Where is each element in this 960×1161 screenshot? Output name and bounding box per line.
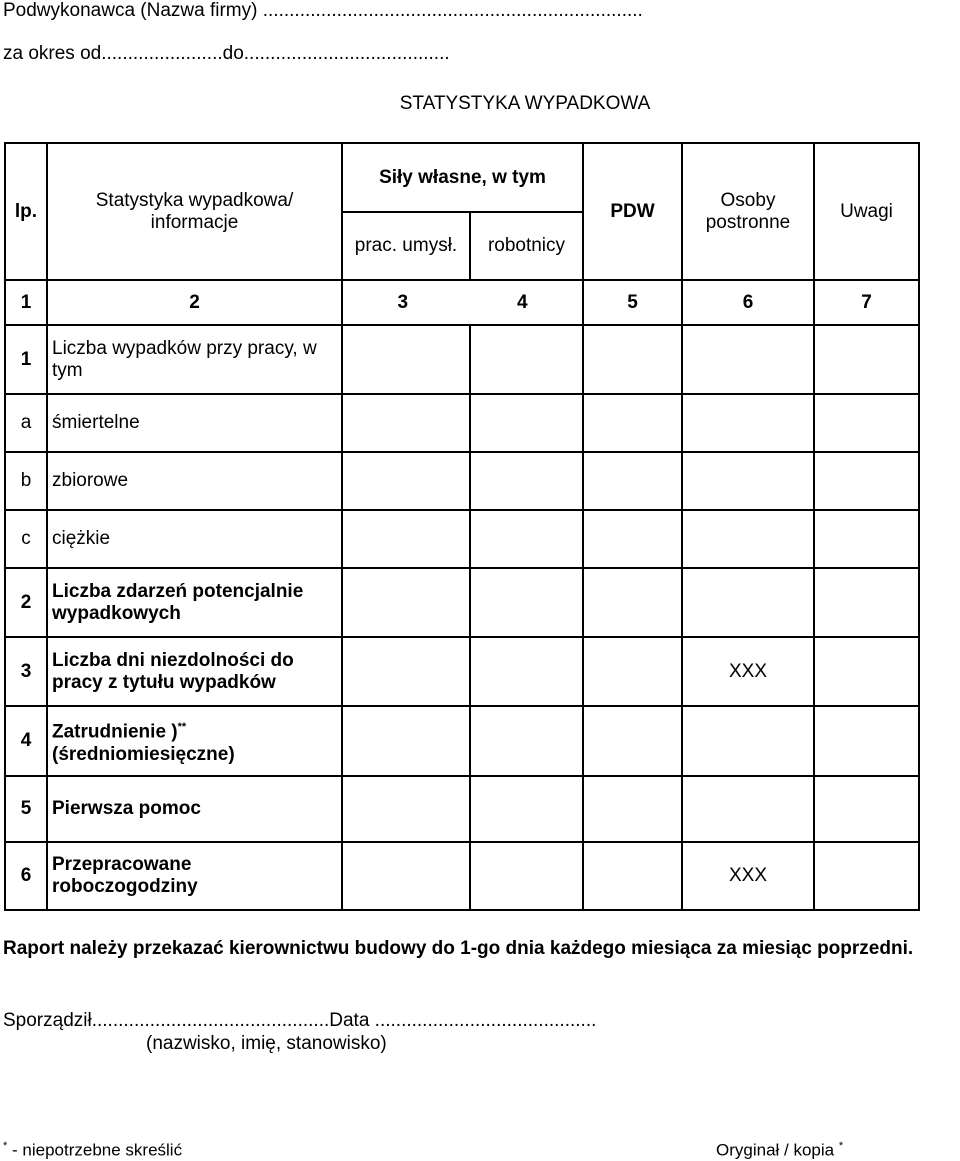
table-row <box>5 452 919 510</box>
row-number: 5 <box>5 776 47 842</box>
cell[interactable] <box>583 325 682 394</box>
cell[interactable] <box>342 842 470 910</box>
footnote-right <box>716 1140 843 1161</box>
cell[interactable] <box>470 510 583 568</box>
report-deadline-note: Raport należy przekazać kierownictwu budowy do 1-go dnia każdego miesiąca za miesiąc poprzedni. <box>3 938 914 959</box>
column-number-pair <box>342 280 583 325</box>
row-label: Liczba wypadków przy pracy, w tym <box>47 325 342 394</box>
cell[interactable] <box>470 452 583 510</box>
cell[interactable] <box>470 706 583 776</box>
table-row <box>5 510 919 568</box>
row-label: Przepracowane roboczogodziny <box>47 842 342 910</box>
cell[interactable] <box>814 452 919 510</box>
row-label: Liczba dni niezdolności do pracy z tytułu wypadków <box>47 637 342 706</box>
row-number: 2 <box>5 568 47 637</box>
cell[interactable] <box>342 325 470 394</box>
signature-line: Sporządził.............................................Data .......................................... <box>3 1010 597 1031</box>
header-remarks: Uwagi <box>814 143 919 280</box>
cell[interactable] <box>814 325 919 394</box>
column-number: 6 <box>682 280 814 325</box>
column-number: 3 <box>397 291 409 313</box>
cell[interactable] <box>682 510 814 568</box>
header-lp: lp. <box>5 143 47 280</box>
table-row <box>5 842 919 910</box>
cell[interactable] <box>583 568 682 637</box>
copy-type-label: Oryginał / kopia <box>716 1140 839 1160</box>
not-applicable-mark: XXX <box>682 637 814 706</box>
column-number: 1 <box>5 280 47 325</box>
row-label: ciężkie <box>47 510 342 568</box>
header-pdw: PDW <box>583 143 682 280</box>
cell[interactable] <box>814 510 919 568</box>
row-label: zbiorowe <box>47 452 342 510</box>
column-number: 5 <box>583 280 682 325</box>
cell[interactable] <box>342 394 470 452</box>
cell[interactable] <box>342 510 470 568</box>
cell[interactable] <box>814 776 919 842</box>
contractor-line: Podwykonawca (Nazwa firmy) ........................................................................ <box>3 0 643 21</box>
row-label: śmiertelne <box>47 394 342 452</box>
column-number: 2 <box>47 280 342 325</box>
row-label: Liczba zdarzeń potencjalnie wypadkowych <box>47 568 342 637</box>
column-number: 4 <box>516 291 528 313</box>
cell[interactable] <box>583 452 682 510</box>
row-number: 1 <box>5 325 47 394</box>
table-row <box>5 706 919 776</box>
cell[interactable] <box>342 568 470 637</box>
cell[interactable] <box>470 776 583 842</box>
row-number: 3 <box>5 637 47 706</box>
cell[interactable] <box>470 394 583 452</box>
cell[interactable] <box>583 510 682 568</box>
row-label-text: Zatrudnienie ) <box>52 721 178 743</box>
header-statistics: Statystyka wypadkowa/ informacje <box>47 143 342 280</box>
period-line: za okres od.......................do....................................... <box>3 43 450 64</box>
row-label <box>47 706 342 776</box>
not-applicable-mark: XXX <box>682 842 814 910</box>
cell[interactable] <box>342 637 470 706</box>
cell[interactable] <box>583 394 682 452</box>
cell[interactable] <box>470 842 583 910</box>
footnote-left <box>3 1140 182 1161</box>
table-row <box>5 568 919 637</box>
cell[interactable] <box>814 842 919 910</box>
cell[interactable] <box>682 452 814 510</box>
table-row <box>5 325 919 394</box>
row-number: a <box>5 394 47 452</box>
header-office-workers: prac. umysł. <box>342 212 470 280</box>
header-laborers: robotnicy <box>470 212 583 280</box>
cell[interactable] <box>682 394 814 452</box>
accident-statistics-table <box>4 142 920 911</box>
footnote-text: - niepotrzebne skreślić <box>7 1140 183 1160</box>
cell[interactable] <box>342 776 470 842</box>
footnote-mark: ** <box>177 721 187 734</box>
footnote-star: * <box>838 1140 844 1152</box>
row-label: Pierwsza pomoc <box>47 776 342 842</box>
cell[interactable] <box>814 706 919 776</box>
table-row <box>5 776 919 842</box>
row-number: 4 <box>5 706 47 776</box>
cell[interactable] <box>583 776 682 842</box>
row-number: b <box>5 452 47 510</box>
header-own-forces: Siły własne, w tym <box>342 143 583 212</box>
cell[interactable] <box>682 325 814 394</box>
footnote-star: * <box>3 1140 8 1152</box>
cell[interactable] <box>814 637 919 706</box>
column-number: 7 <box>814 280 919 325</box>
cell[interactable] <box>342 706 470 776</box>
cell[interactable] <box>583 706 682 776</box>
cell[interactable] <box>682 776 814 842</box>
document-title: STATYSTYKA WYPADKOWA <box>399 93 651 114</box>
header-outsiders: Osoby postronne <box>682 143 814 280</box>
table-row <box>5 394 919 452</box>
cell[interactable] <box>814 394 919 452</box>
cell[interactable] <box>583 842 682 910</box>
row-number: c <box>5 510 47 568</box>
table-row <box>5 637 919 706</box>
row-number: 6 <box>5 842 47 910</box>
cell[interactable] <box>470 568 583 637</box>
cell[interactable] <box>470 637 583 706</box>
cell[interactable] <box>814 568 919 637</box>
cell[interactable] <box>470 325 583 394</box>
signature-caption: (nazwisko, imię, stanowisko) <box>146 1033 387 1054</box>
cell[interactable] <box>682 706 814 776</box>
row-label-subtext: (średniomiesięczne) <box>52 743 235 765</box>
cell[interactable] <box>682 568 814 637</box>
cell[interactable] <box>583 637 682 706</box>
cell[interactable] <box>342 452 470 510</box>
